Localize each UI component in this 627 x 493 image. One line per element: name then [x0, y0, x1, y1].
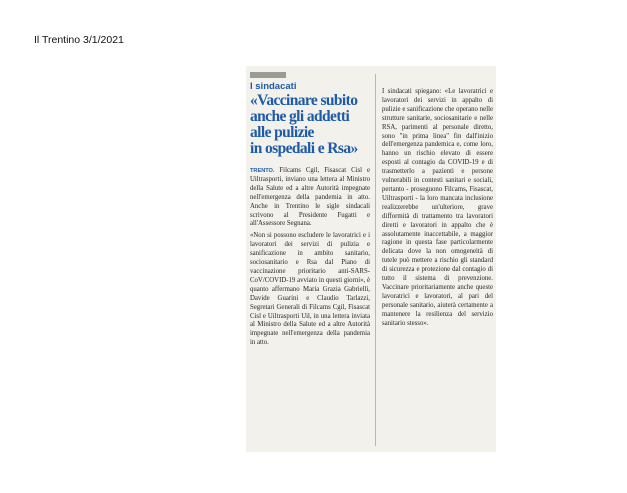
kicker: I sindacati [250, 81, 297, 92]
kicker-bar [250, 72, 286, 78]
left-column [250, 72, 370, 348]
dateline: TRENTO. [250, 168, 275, 174]
headline-line: «Vaccinare subito [250, 92, 358, 109]
headline-line: in ospedali e Rsa» [250, 140, 358, 157]
source-label: Il Trentino 3/1/2021 [34, 34, 124, 46]
article-paragraph: «Non si possono escludere le lavoratrici e i lavoratori dei servizi di pulizia e sanificazione in ambito sanitario, sociosanitario e Rsa dal Piano di vaccinazione prioritario anti-SARS-CoV/COVID-19 avviato in questi giorni», è quanto affermano Maria Grazia Gabrielli, Davide Guarini e Claudio Tarlazzi, Segretari Generali di Filcams Cgil, Fisascat Cisl e Uiltrasporti Uil, in una lettera inviata al Ministro della Salute ed a altre Autorità impegnate nell'emergenza della pandemia in atto. [250, 232, 370, 347]
column-divider [375, 74, 376, 446]
headline [250, 93, 370, 157]
article-paragraph [250, 167, 370, 229]
headline-line: anche gli addetti [250, 108, 350, 125]
paragraph-text: Filcams Cgil, Fisascat Cisl e Uiltrasporti, inviano una lettera al Ministro della Salute ed a altre Autorità impegnate nell'emergenza della pandemia in atto. Anche in Trentino le sigle sindacali scrivono al Presidente Fugatti e all'Assessore Segnana. [250, 167, 370, 228]
article-paragraph: I sindacati spiegano: «Le lavoratrici e lavoratori dei servizi in appalto di pulizie e sanificazione che operano nelle strutture sanitarie, sociosanitarie e nelle RSA, parimenti al personale diretto, sono "in prima linea" fin dall'inizio dell'emergenza pandemica e, come loro, hanno un rischio elevato di essere esposti al contagio da COVID-19 e di trasmetterlo a pazienti e persone vulnerabili in contesti sanitari e sociali, pertanto - proseguono Filcams, Fisascat, Uiltrasporti - la loro mancata inclusione realizzerebbe un'ulteriore, grave difformità di trattamento tra lavoratori diretti e lavoratori in appalto che è assolutamente inaccettabile, a maggior ragione in questa fase particolarmente delicata dove la non omogeneità di tutele può mettere a rischio gli standard di sicurezza e protezione dal contagio di tutto il sistema di prevenzione. Vaccinare prioritariamente anche queste lavoratrici e lavoratori, al pari del personale sanitario, aiuterà certamente a mantenere la resilienza del servizio sanitario stesso». [382, 88, 493, 327]
headline-line: alle pulizie [250, 124, 314, 141]
newspaper-clipping [246, 66, 496, 452]
right-column [382, 88, 493, 328]
